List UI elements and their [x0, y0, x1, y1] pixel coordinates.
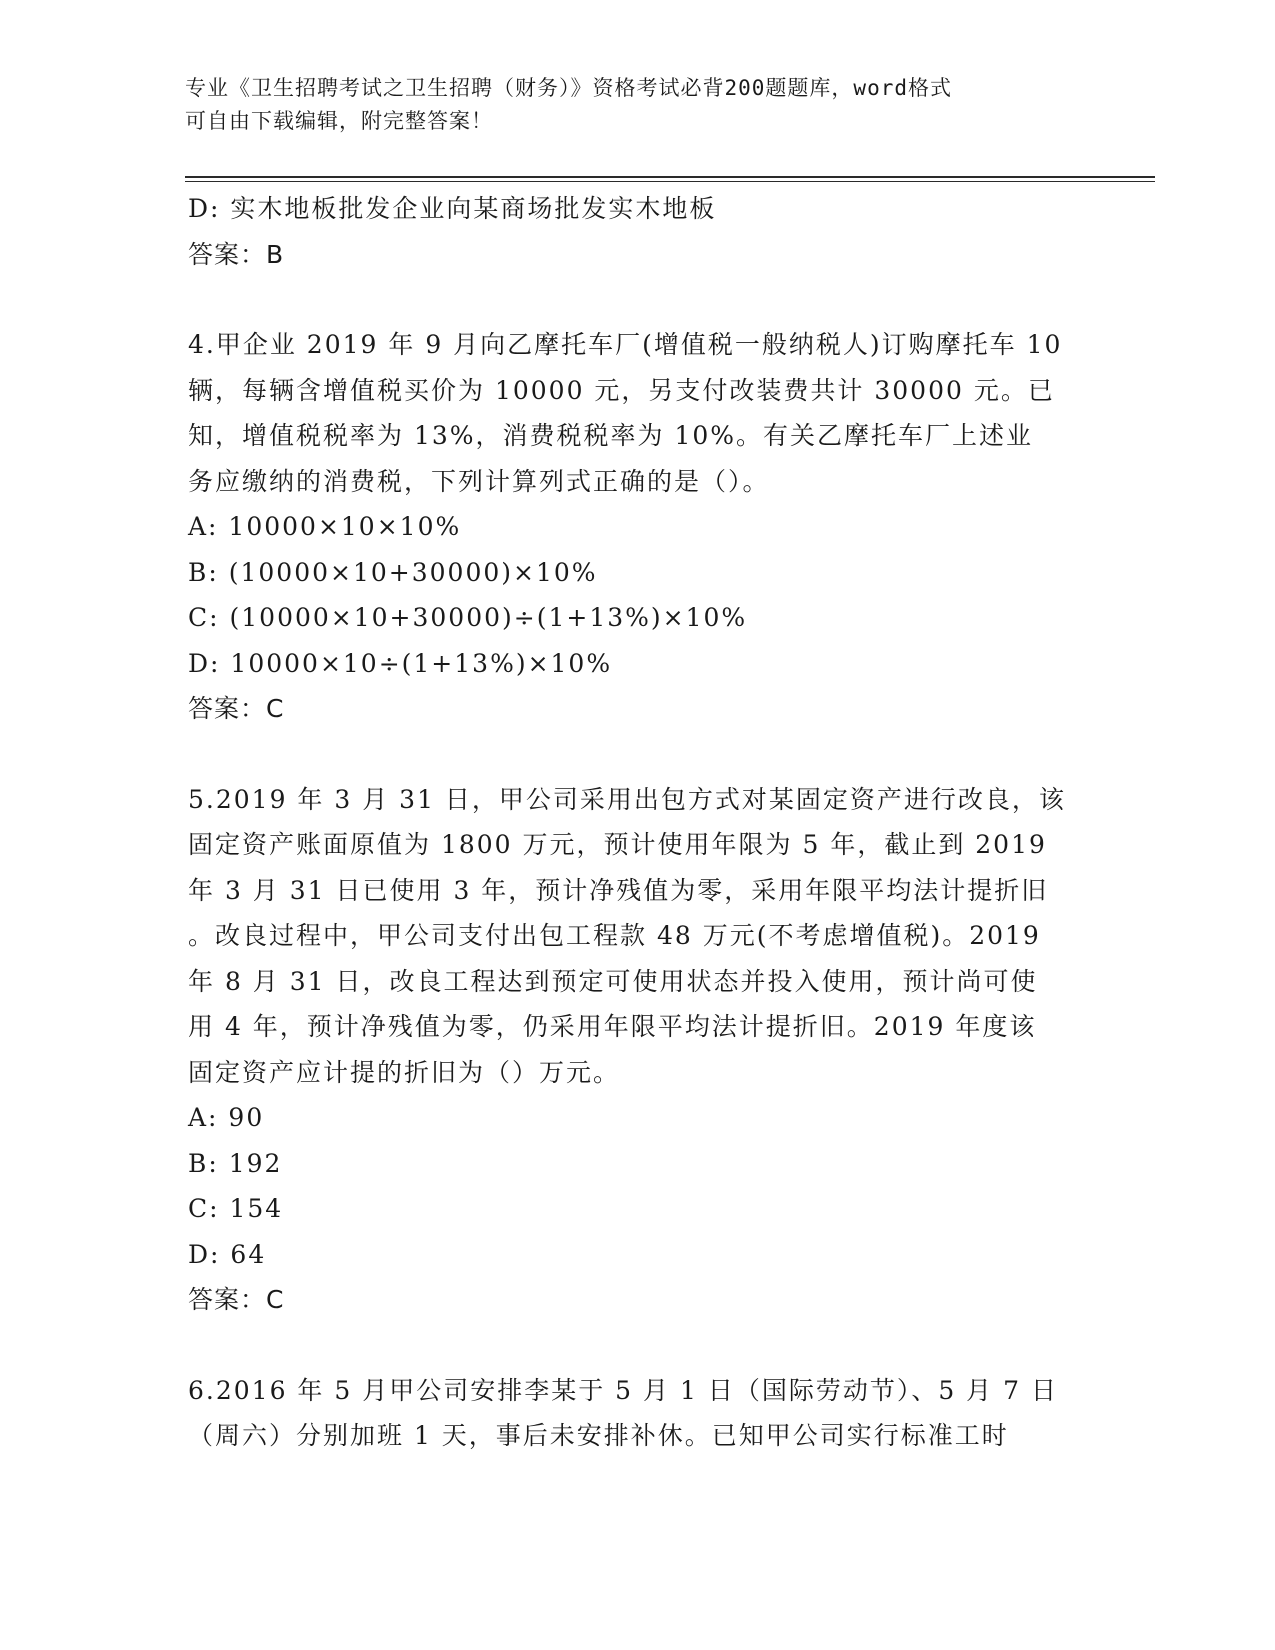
q4-option-d: D: 10000×10÷(1+13%)×10% [188, 648, 613, 678]
header-line-2: 可自由下载编辑，附完整答案！ [185, 109, 493, 133]
q5-stem-line: 用 4 年，预计净残值为零，仍采用年限平均法计提折旧。2019 年度该 [188, 1012, 1037, 1041]
q4-option-a: A: 10000×10×10% [188, 512, 462, 541]
spacer [188, 277, 1088, 322]
q5-stem-line: 固定资产应计提的折旧为（）万元。 [188, 1057, 621, 1087]
q4-option-c: C: (10000×10+30000)÷(1+13%)×10% [188, 603, 748, 632]
q6-stem-line: 6.2016 年 5 月甲公司安排李某于 5 月 1 日（国际劳动节）、5 月 7 日 [188, 1375, 1058, 1405]
q4-stem-line: 务应缴纳的消费税，下列计算列式正确的是（）。 [188, 466, 770, 496]
q6-stem-line: （周六）分别加班 1 天，事后未安排补休。已知甲公司实行标准工时 [188, 1421, 1009, 1450]
question-5 [188, 777, 1088, 1323]
document-header [185, 72, 1085, 138]
q5-answer: 答案：C [188, 1285, 285, 1314]
q3-answer: 答案：B [188, 239, 285, 269]
header-divider-thin [185, 181, 1155, 182]
document-body [188, 186, 1088, 1459]
q5-stem-line: 5.2019 年 3 月 31 日，甲公司采用出包方式对某固定资产进行改良，该 [188, 784, 1066, 814]
q3-option-d: D: 实木地板批发企业向某商场批发实木地板 [188, 194, 717, 223]
q4-stem-line: 辆，每辆含增值税买价为 10000 元，另支付改装费共计 30000 元。已 [188, 375, 1055, 405]
question-3-tail [188, 186, 1088, 277]
spacer [188, 1323, 1088, 1368]
q4-stem-line: 4.甲企业 2019 年 9 月向乙摩托车厂(增值税一般纳税人)订购摩托车 10 [188, 330, 1063, 359]
q5-stem-line: 年 8 月 31 日，改良工程达到预定可使用状态并投入使用，预计尚可使 [188, 966, 1038, 996]
q4-stem-line: 知，增值税税率为 13%，消费税税率为 10%。有关乙摩托车厂上述业 [188, 421, 1034, 450]
q5-option-d: D: 64 [188, 1239, 267, 1269]
q5-stem-line: 固定资产账面原值为 1800 万元，预计使用年限为 5 年，截止到 2019 [188, 830, 1047, 859]
q5-stem-line: 。改良过程中，甲公司支付出包工程款 48 万元(不考虑增值税)。2019 [188, 921, 1041, 950]
q5-option-b: B: 192 [188, 1148, 283, 1178]
question-4 [188, 322, 1088, 732]
q4-option-b: B: (10000×10+30000)×10% [188, 557, 598, 587]
question-6 [188, 1368, 1088, 1459]
header-line-1: 专业《卫生招聘考试之卫生招聘（财务）》资格考试必背200题题库，word格式 [185, 76, 952, 100]
spacer [188, 732, 1088, 777]
q5-option-c: C: 154 [188, 1194, 284, 1223]
header-divider-thick [185, 176, 1155, 178]
q4-answer: 答案：C [188, 694, 285, 723]
q5-stem-line: 年 3 月 31 日已使用 3 年，预计净残值为零，采用年限平均法计提折旧 [188, 875, 1049, 905]
q5-option-a: A: 90 [188, 1103, 265, 1132]
